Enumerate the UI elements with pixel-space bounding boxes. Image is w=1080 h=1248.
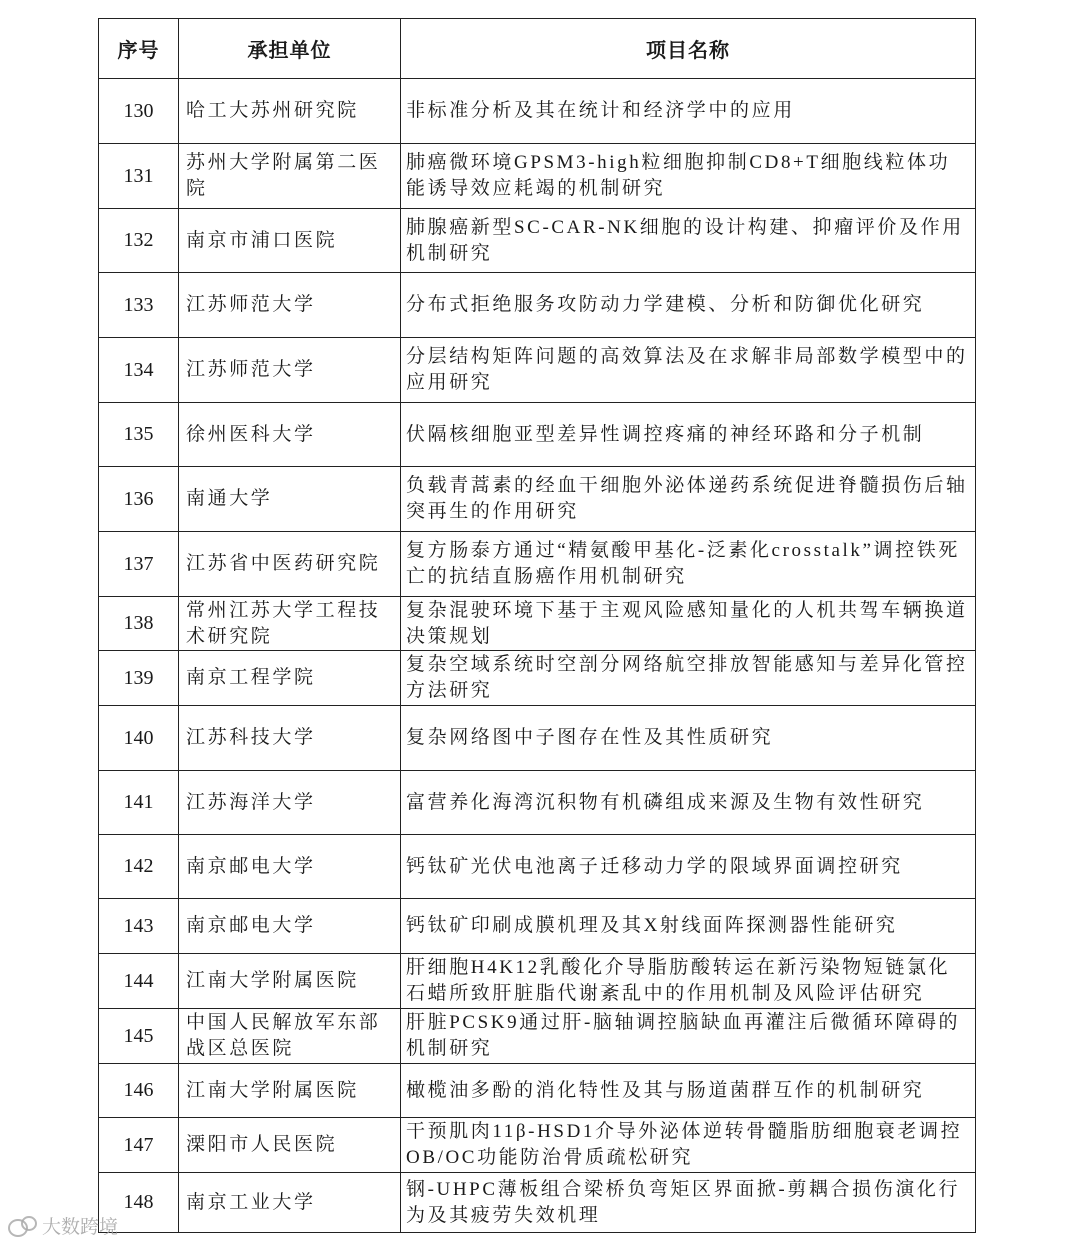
- row-project-name: 钙钛矿印刷成膜机理及其X射线面阵探测器性能研究: [401, 899, 976, 954]
- row-unit: 江苏师范大学: [179, 338, 401, 403]
- table-header-row: [99, 19, 976, 79]
- row-project-name: 钙钛矿光伏电池离子迁移动力学的限域界面调控研究: [401, 835, 976, 899]
- table-row: [99, 403, 976, 467]
- table-row: [99, 1118, 976, 1173]
- row-project-name: 肝细胞H4K12乳酸化介导脂肪酸转运在新污染物短链氯化石蜡所致肝脏脂代谢紊乱中的作用机制及风险评估研究: [401, 954, 976, 1009]
- project-table: [98, 18, 976, 1233]
- row-project-name: 橄榄油多酚的消化特性及其与肠道菌群互作的机制研究: [401, 1064, 976, 1118]
- table-row: [99, 338, 976, 403]
- row-unit: 徐州医科大学: [179, 403, 401, 467]
- row-number: 132: [99, 209, 179, 273]
- row-number: 148: [99, 1173, 179, 1233]
- row-number: 141: [99, 771, 179, 835]
- row-project-name: 分层结构矩阵问题的高效算法及在求解非局部数学模型中的应用研究: [401, 338, 976, 403]
- table-row: [99, 835, 976, 899]
- row-number: 133: [99, 273, 179, 338]
- row-unit: 南京市浦口医院: [179, 209, 401, 273]
- row-unit: 江苏师范大学: [179, 273, 401, 338]
- row-unit: 南京邮电大学: [179, 835, 401, 899]
- row-number: 130: [99, 79, 179, 144]
- watermark-text: 大数跨境: [42, 1216, 119, 1238]
- row-project-name: 复方肠泰方通过“精氨酸甲基化-泛素化crosstalk”调控铁死亡的抗结直肠癌作用机制研究: [401, 532, 976, 597]
- row-number: 135: [99, 403, 179, 467]
- row-unit: 江南大学附属医院: [179, 954, 401, 1009]
- row-project-name: 肺癌微环境GPSM3-high粒细胞抑制CD8+T细胞线粒体功能诱导效应耗竭的机制研究: [401, 144, 976, 209]
- row-project-name: 负载青蒿素的经血干细胞外泌体递药系统促进脊髓损伤后轴突再生的作用研究: [401, 467, 976, 532]
- row-project-name: 富营养化海湾沉积物有机磷组成来源及生物有效性研究: [401, 771, 976, 835]
- row-number: 146: [99, 1064, 179, 1118]
- table-row: [99, 899, 976, 954]
- row-number: 139: [99, 651, 179, 706]
- row-number: 136: [99, 467, 179, 532]
- row-project-name: 非标准分析及其在统计和经济学中的应用: [401, 79, 976, 144]
- row-project-name: 伏隔核细胞亚型差异性调控疼痛的神经环路和分子机制: [401, 403, 976, 467]
- table-row: [99, 144, 976, 209]
- row-number: 144: [99, 954, 179, 1009]
- row-unit: 哈工大苏州研究院: [179, 79, 401, 144]
- header-unit: 承担单位: [179, 19, 401, 79]
- table-row: [99, 1173, 976, 1233]
- row-project-name: 复杂网络图中子图存在性及其性质研究: [401, 706, 976, 771]
- row-unit: 南京工业大学: [179, 1173, 401, 1233]
- table-row: [99, 771, 976, 835]
- table-row: [99, 79, 976, 144]
- row-unit: 江苏科技大学: [179, 706, 401, 771]
- row-project-name: 肝脏PCSK9通过肝-脑轴调控脑缺血再灌注后微循环障碍的机制研究: [401, 1009, 976, 1064]
- table-row: [99, 954, 976, 1009]
- table-row: [99, 597, 976, 651]
- row-unit: 江苏省中医药研究院: [179, 532, 401, 597]
- row-number: 138: [99, 597, 179, 651]
- row-unit: 苏州大学附属第二医院: [179, 144, 401, 209]
- table-row: [99, 651, 976, 706]
- row-number: 134: [99, 338, 179, 403]
- wechat-logo-icon: [8, 1216, 38, 1236]
- row-number: 145: [99, 1009, 179, 1064]
- table-row: [99, 1009, 976, 1064]
- row-unit: 南京工程学院: [179, 651, 401, 706]
- row-number: 147: [99, 1118, 179, 1173]
- row-number: 137: [99, 532, 179, 597]
- row-project-name: 干预肌肉11β-HSD1介导外泌体逆转骨髓脂肪细胞衰老调控OB/OC功能防治骨质疏松研究: [401, 1118, 976, 1173]
- header-num: 序号: [99, 19, 179, 79]
- row-number: 140: [99, 706, 179, 771]
- table-row: [99, 1064, 976, 1118]
- row-number: 143: [99, 899, 179, 954]
- row-number: 142: [99, 835, 179, 899]
- row-project-name: 分布式拒绝服务攻防动力学建模、分析和防御优化研究: [401, 273, 976, 338]
- table-row: [99, 209, 976, 273]
- row-unit: 南通大学: [179, 467, 401, 532]
- table-body: [99, 79, 976, 1233]
- row-project-name: 复杂空域系统时空剖分网络航空排放智能感知与差异化管控方法研究: [401, 651, 976, 706]
- row-project-name: 钢-UHPC薄板组合梁桥负弯矩区界面掀-剪耦合损伤演化行为及其疲劳失效机理: [401, 1173, 976, 1233]
- row-number: 131: [99, 144, 179, 209]
- row-unit: 常州江苏大学工程技术研究院: [179, 597, 401, 651]
- row-unit: 江南大学附属医院: [179, 1064, 401, 1118]
- header-name: 项目名称: [401, 19, 976, 79]
- table-row: [99, 467, 976, 532]
- row-unit: 江苏海洋大学: [179, 771, 401, 835]
- row-project-name: 肺腺癌新型SC-CAR-NK细胞的设计构建、抑瘤评价及作用机制研究: [401, 209, 976, 273]
- table-row: [99, 706, 976, 771]
- table-row: [99, 532, 976, 597]
- row-unit: 溧阳市人民医院: [179, 1118, 401, 1173]
- row-project-name: 复杂混驶环境下基于主观风险感知量化的人机共驾车辆换道决策规划: [401, 597, 976, 651]
- row-unit: 南京邮电大学: [179, 899, 401, 954]
- row-unit: 中国人民解放军东部战区总医院: [179, 1009, 401, 1064]
- watermark: [8, 1212, 118, 1239]
- table-row: [99, 273, 976, 338]
